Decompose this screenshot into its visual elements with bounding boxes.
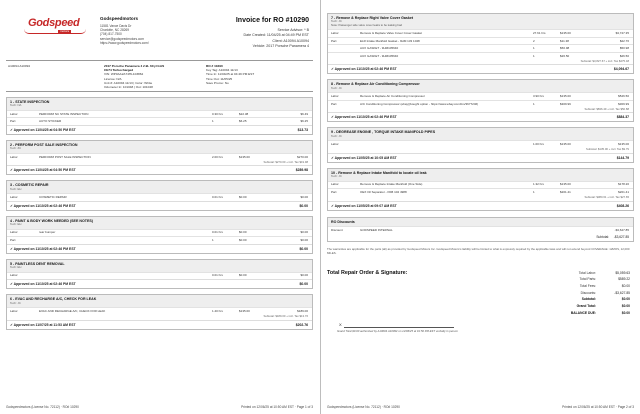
line-rate: $0.00 [239,237,247,242]
line-amount: $189.00 [297,308,308,313]
totals-row [542,303,630,310]
line-description: OEX Oil Separator - PAB 102 4988 [360,189,407,194]
job-title: 4 - PAINT & BODY WORK NEEDED (SEE NOTES) [10,218,93,223]
line-description: Remove & Replace Valve Cover Cover Gasket [360,31,422,36]
job-line [328,181,633,189]
line-type: Labor [10,230,18,235]
line-amount: $178.20 [618,182,629,187]
line-hours: 2 [533,38,535,43]
line-amount: $201.41 [618,189,629,194]
totals-row [542,290,630,297]
totals-row [542,296,630,303]
line-rate: $135.00 [560,94,571,99]
vehicle-vin: VIN: WP0AA2A74HL103862 [104,72,144,77]
job-subtotal-text: Subtotal: $135.00 + incl. Tax $9.79 [586,147,629,152]
job-block [6,294,313,329]
job-title: 10 - Remove & Replace Intake Manifold to locate oil leak [331,170,427,175]
job-approval [7,201,312,210]
totals-label: Total Labor: [578,270,596,275]
line-type: Labor [10,273,18,278]
shop-address-1: 11581 Vance Davis Dr [100,23,132,28]
line-hours: 1.00 hrs [533,141,544,146]
discount-desc: GODSPEED INTERNAL [360,227,393,232]
line-type: Labor [10,195,18,199]
totals-value: -$3,627.85 [614,290,630,295]
job-block [6,140,313,175]
discount-subtotal-value: -$3,627.85 [613,235,629,240]
job-tech: Tech: JC [10,300,21,305]
job-subtotal-text: Subtotal: $270.00 + incl. Tax $19.98 [263,159,308,164]
line-hours: 1 [212,237,214,242]
line-description: PERFORM POST SALE INSPECTION [39,154,91,159]
vehicle-plate: License: N/A [104,76,122,81]
line-type: Part [10,237,16,242]
line-type: Labor [331,141,339,146]
totals-value: $0.00 [621,284,630,289]
job-header [328,128,633,140]
line-amount: $0.00 [300,273,308,278]
footer-left: Godspeedmotors (License No. 72112) · RO# 10290 [327,405,400,409]
invoice-summary-header [236,16,309,49]
line-amount: $6.25 [300,119,308,124]
job-tech: Tech: EH [10,186,22,191]
line-rate: $0.00 [239,273,247,278]
totals-row [542,283,630,290]
job-line [328,29,633,37]
vehicle-details [104,64,164,89]
line-hours: 1 [533,189,535,194]
approval-status: ✓ Approved on 11/10/25 at 02:46 PM EST [331,115,397,120]
line-amount: $309.99 [618,101,629,106]
totals-value: $0.00 [621,310,630,315]
line-hours: 1 [533,46,535,51]
job-block [6,259,313,289]
line-hours: 0.01 hrs [212,273,223,278]
line-amount: $50.98 [619,46,629,51]
job-subtotal-text: Subtotal: $380.61 + incl. Tax $27.65 [584,195,629,200]
job-block [327,79,634,122]
job-line [7,193,312,201]
line-hours: 1 [533,101,535,106]
job-line [328,92,633,100]
invoice-header [6,8,313,58]
logo-subtext: motors [60,29,70,33]
job-header [7,181,312,193]
job-tech: Tech: ZC [10,146,22,151]
job-approval [7,165,312,174]
job-list-page-1 [6,97,313,330]
line-type: Labor [331,182,339,187]
line-amount: $526.50 [618,94,629,99]
totals-value: $0.00 [621,297,630,302]
line-hours: 0.01 hrs [212,195,223,199]
job-list-page-2 [327,13,634,211]
service-advisor: Service Advisor: * B [277,28,309,33]
totals-label: Grand Total: [576,304,596,309]
line-rate: $135.00 [560,141,571,146]
line-rate: $26.50 [560,53,570,58]
job-approval [328,64,633,73]
line-hours: 2.00 hrs [212,154,223,159]
job-block [6,180,313,210]
line-description: A/C Conditioning Compressor (ebay)(bought option - https://www.ebay.com/itm/3677246) [360,101,479,106]
job-header [7,98,312,110]
totals-label: Total Parts: [579,277,596,282]
totals-row [542,270,630,277]
invoice-title: Invoice for RO #10290 [235,17,309,24]
job-title: 3 - COSMETIC REPAIR [10,183,49,188]
line-amount: $0.00 [300,230,308,235]
vehicle-info-bar [6,60,313,92]
job-tech: Tech: JC [331,133,342,138]
line-amount: $22.76 [619,38,629,43]
line-description: EVAC AND RECHARGE A/C, CHECK FOR LEAK [39,308,106,313]
job-header [328,169,633,181]
line-hours: 1.32 hrs [533,182,544,187]
job-title: 9 - DEGREASE ENGINE , TORQUE INTAKE MANIFOLD PIPES [331,130,436,135]
totals-row [542,276,630,283]
discount-type: Discount [331,227,343,232]
discounts-header [328,218,633,226]
line-rate: $6.25 [239,119,247,124]
line-amount: $135.00 [618,141,629,146]
line-amount: $270.00 [297,154,308,159]
line-type: Labor [331,31,339,36]
line-hours: 1 [533,53,535,58]
job-line [7,229,312,237]
line-rate: $0.00 [239,230,247,235]
shop-name: Godspeedmotors [100,16,139,21]
job-total: $289.98 [295,168,308,173]
save-promo: Save Promo: No [206,80,229,85]
job-line [7,110,312,118]
date-created: Date Created: 11/04/25 at 04:49 PM EST [243,33,309,38]
job-block [6,97,313,135]
line-rate: $135.00 [239,154,250,159]
line-description: AUTO STICKER [39,119,62,124]
approval-status: ✓ Approved on 11/10/25 at 02:46 PM EST [10,203,76,208]
approval-status: ✓ Approved on 11/10/25 at 02:46 PM EST [331,67,397,72]
line-type: Labor [331,94,339,99]
job-total: $0.00 [299,203,308,208]
job-title: 7 - Remove & Replace Right Valve Cover Gasket [331,16,414,20]
shop-info [100,16,200,45]
job-tech: Tech: EH [10,222,22,227]
footer-page-number: Printed on 12/06/25 at 10:50 AM EST · Page 2 of 3 [562,405,634,409]
job-tech: Tech: NA [10,103,22,108]
approval-status: ✓ Approved on 11/10/25 at 02:46 PM EST [10,246,76,251]
job-tech: Tech: JC [331,174,342,179]
approval-status: ✓ Approved on 11/05/25 at 09:07 AM EST [331,203,397,208]
job-line [7,272,312,280]
shop-address-2: Charlotte, NC 28269 [100,28,130,32]
line-rate: $135.00 [560,31,571,36]
line-rate: $309.99 [560,101,571,106]
vehicle-odometer: Odometer In: 101048 | Out: 101048 [104,84,153,89]
job-tech: Tech: JC [331,19,342,24]
line-description: Remove & Replace Air Conditioning Compressor [360,94,425,99]
job-approval [328,112,633,121]
job-total: $144.79 [616,155,629,160]
job-total: $13.73 [297,127,308,132]
job-line [7,117,312,125]
line-type: Part [331,38,337,43]
line-amount: $0.00 [300,237,308,242]
totals-row [542,310,630,317]
job-total: $408.26 [616,203,629,208]
job-approval [7,244,312,253]
summary-title: Total Repair Order & Signature: [327,269,408,276]
line-rate: $0.00 [239,195,247,199]
line-description: COSMETIC REPAIR [39,195,67,199]
ro-details [206,64,254,85]
approval-status: ✓ Approved on 11/10/25 at 02:46 PM EST [10,282,76,287]
job-header [328,14,633,29]
job-approval [7,320,312,329]
totals-label: Subtotal: [581,297,596,302]
line-description: Remove & Replace Intake Manifold (One Side) [360,182,423,187]
discount-line [328,226,633,234]
totals-value: $589.22 [618,277,630,282]
invoice-page-1 [0,0,319,414]
line-amount: $6.49 [300,111,308,116]
signature-mark: X [339,321,342,327]
job-tech: Tech: JC [331,85,342,90]
line-rate: $50.98 [560,46,570,51]
totals-table [542,270,630,317]
vehicle: Vehicle: 2017 Porsche Panamera 4 [252,43,309,48]
line-amount: $0.00 [300,195,308,199]
job-title: 1 - STATE INSPECTION [10,100,50,104]
job-tech: Tech: EH [10,265,22,270]
line-rate: $135.00 [239,308,250,313]
line-type: Part [10,119,16,124]
job-block [327,127,634,162]
line-hours: 1.40 hrs [212,308,223,313]
job-total: $0.00 [299,282,308,287]
warranty-disclaimer: The warranties are applicable for the parts (all) as provided by Godspeed Motors Inc. Godspeed Motors's liability will be limited to what is expressly required by the applicable laws and will not extend beyond COVERAGE: 12MOS, 12,000 MILES. [327,246,630,255]
job-header [7,141,312,153]
job-block [6,216,313,254]
line-type: Labor [10,154,18,159]
line-type: Part [331,189,337,194]
invoice-page-2 [321,0,640,414]
job-title: 5 - PAINTLESS DENT REMOVAL [10,261,65,266]
job-title: 2 - PERFORM POST SALE INSPECTION [10,142,78,147]
job-block [327,13,634,74]
line-hours: 27.61 hrs [533,31,546,36]
godspeed-logo [24,17,88,37]
job-header [7,217,312,229]
job-header [328,80,633,92]
line-description: ELR Intake Manifold Gasket - 9HM 133 1048 [360,38,420,43]
signature-note: Grand Total $0.00 authorized by A10094 A10094 on 12/06/25 at 01:50 PM EST verbally in person [337,328,458,333]
totals-label: BALANCE DUE: [570,310,596,315]
shop-phone: (704) 817-7500 [100,32,122,37]
job-line [328,44,633,52]
job-line [328,37,633,45]
time-in: Time In: 11/04/25 at 04:49 PM EST [206,72,255,77]
footer-left: Godspeedmotors (License No. 72112) · RO# 10290 [6,405,79,409]
totals-value: $0.00 [621,304,630,309]
signature-line[interactable] [344,327,454,328]
job-header [7,260,312,272]
job-total: $884.37 [616,115,629,120]
line-description: rear bumper [39,230,56,235]
line-hours: 0.01 hrs [212,230,223,235]
time-out: Time Out: 11/05/25 [206,76,233,81]
vehicle-unit: Unit #: A10094 11/13 | Color: White [104,80,153,85]
job-title: 8 - Remove & Replace Air Conditioning Compressor [331,82,420,87]
approval-status: ✓ Approved on 11/04/25 at 04:50 PM EST [10,168,76,173]
line-rate: $135.00 [560,182,571,187]
line-rate: $22.38 [239,111,249,116]
key-tag: Key Tag: A10094 11/13 [206,68,238,73]
approval-status: ✓ Approved on 11/04/25 at 04:50 PM EST [10,127,76,132]
customer-name: A10094 A10094 [8,64,31,68]
job-total: $0.00 [299,246,308,251]
discount-subtotal-label: Subtotal: [596,235,609,240]
job-approval [328,201,633,210]
line-description: PERFORM NC STATE INSPECTION [39,111,89,116]
totals-value: $5,059.63 [615,270,630,275]
line-amount: $3,727.35 [615,31,629,36]
line-hours: 1 [212,119,214,124]
line-type: Labor [10,308,18,313]
line-description: AUX GASKET - 9HM105640 [360,46,399,51]
line-description: AUX GASKET - 9HM105640 [360,53,399,58]
client: Client: A10094 A10094 [272,38,309,43]
ro-number: RO # 10290 [206,64,223,68]
discount-amount: -$3,627.85 [614,227,629,232]
shop-email: service@godspeedmotors.com [100,36,144,41]
totals-label: Discounts: [580,290,596,295]
line-type: Labor [10,111,18,116]
approval-status: ✓ Approved on 11/07/25 at 11:53 AM EST [10,322,76,327]
footer-page-number: Printed on 12/06/25 at 10:50 AM EST · Page 1 of 3 [241,405,313,409]
discounts-title: RO Discounts [331,219,355,224]
line-rate: $11.38 [560,38,569,43]
job-approval [7,279,312,288]
job-header [7,295,312,307]
shop-website: https://www.godspeedmotors.com/ [100,40,149,45]
job-approval [328,153,633,162]
line-amount: $26.50 [619,53,629,58]
totals-label: Total Fees: [579,284,596,289]
job-subtotal-text: Subtotal: $189.00 + incl. Tax $13.76 [263,314,308,319]
job-approval [7,125,312,134]
logo-text: Godspeed [28,17,80,29]
line-hours: 0.30 hrs [212,111,223,116]
line-hours: 3.90 hrs [533,94,544,99]
line-type: Part [331,101,337,106]
job-block [327,168,634,211]
job-subtotal-text: Subtotal: $3,827.67 + incl. Tax $275.48 [580,58,629,63]
job-title: 6 - EVAC AND RECHARGE A/C, CHECK FOR LEAK [10,297,97,302]
line-rate: $201.41 [560,189,571,194]
ro-discounts [327,217,634,242]
job-total: $4,094.67 [613,67,629,72]
job-total: $202.76 [295,322,308,327]
job-subtotal-text: Subtotal: $836.49 + incl. Tax $50.88 [584,106,629,111]
job-line [7,236,312,244]
discount-subtotal [328,234,633,241]
vehicle-title: 2017 Porsche Panamera 4 2.9L 6Cyl GAS [104,64,165,68]
job-note: Note: Passenger side valve cover leaks to be leaking bad [331,22,403,27]
vehicle-trans: CE74 Turbocharged [104,68,134,73]
approval-status: ✓ Approved on 11/05/25 at 10:05 AM EST [331,155,397,160]
totals-section [327,270,634,340]
